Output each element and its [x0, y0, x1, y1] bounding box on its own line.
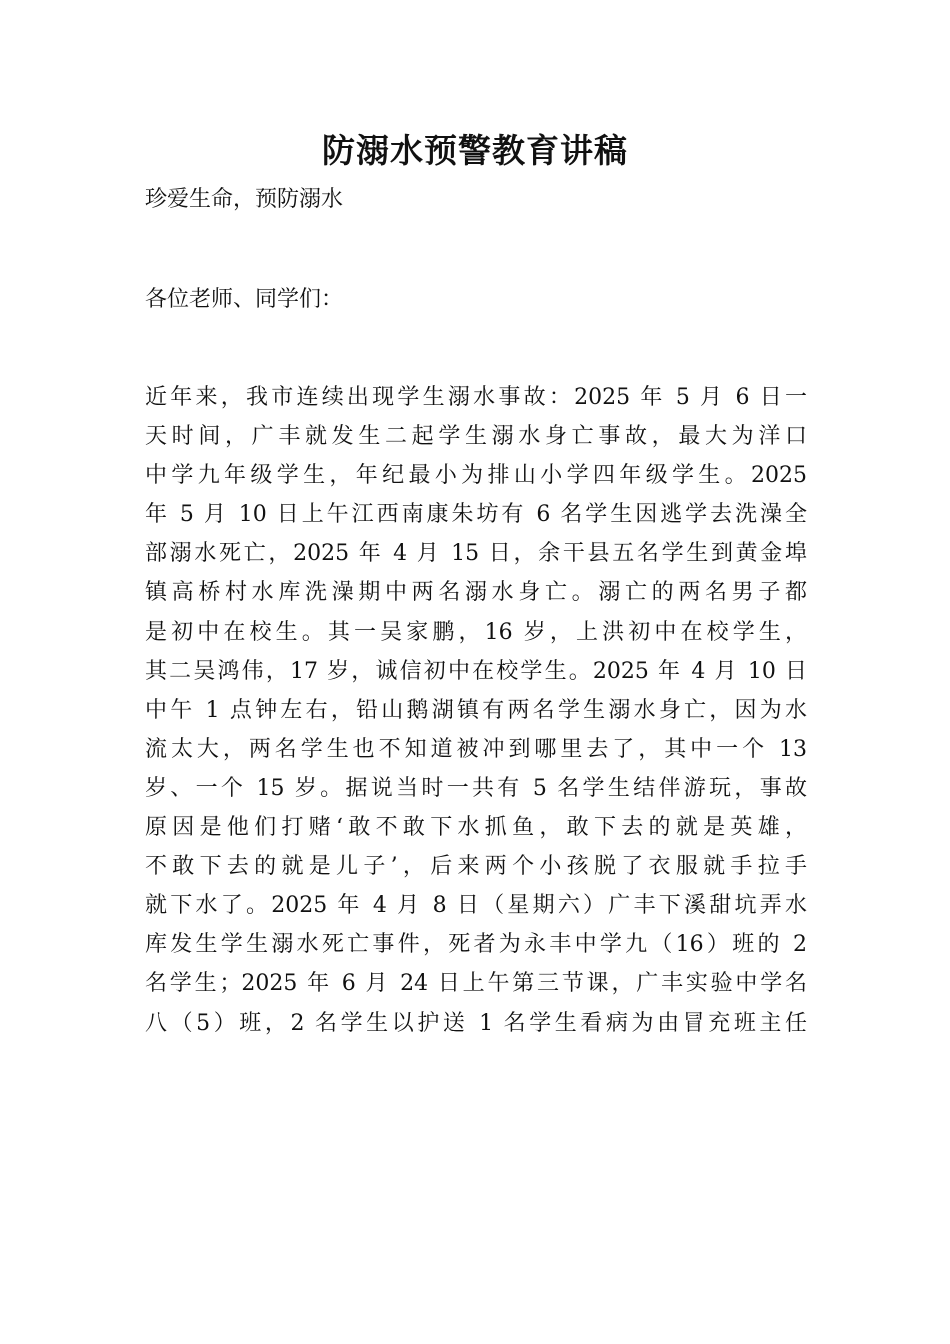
body-line: 名学生；2025 年 6 月 24 日上午第三节课，广丰实验中学名: [145, 971, 807, 997]
body-line: 天时间，广丰就发生二起学生溺水身亡事故，最大为洋口: [145, 424, 807, 450]
greeting-line: 各位老师、同学们：: [145, 287, 344, 312]
body-line: 部溺水死亡，2025 年 4 月 15 日，余干县五名学生到黄金埠: [145, 541, 807, 567]
body-paragraph: [145, 378, 807, 1043]
document-title: 防溺水预警教育讲稿: [322, 131, 628, 170]
body-line: 年 5 月 10 日上午江西南康朱坊有 6 名学生因逃学去洗澡全: [145, 502, 807, 528]
body-line: 库发生学生溺水死亡事件，死者为永丰中学九（16）班的 2: [145, 932, 807, 958]
body-line: 中午 1 点钟左右，铅山鹅湖镇有两名学生溺水身亡，因为水: [145, 697, 807, 723]
body-line: 近年来，我市连续出现学生溺水事故：2025 年 5 月 6 日一: [145, 385, 807, 410]
body-line: 就下水了。2025 年 4 月 8 日（星期六）广丰下溪甜坑弄水: [145, 893, 807, 919]
body-line: 岁、一个 15 岁。据说当时一共有 5 名学生结伴游玩，事故: [145, 775, 807, 801]
body-line: 流太大，两名学生也不知道被冲到哪里去了，其中一个 13: [145, 736, 807, 762]
document-subtitle: 珍爱生命，预防溺水: [145, 187, 344, 212]
body-line: 是初中在校生。其一吴家鹏，16 岁，上洪初中在校学生，: [145, 619, 807, 645]
body-line: 中学九年级学生，年纪最小为排山小学四年级学生。2025: [145, 463, 807, 489]
body-line: 其二吴鸿伟，17 岁，诚信初中在校学生。2025 年 4 月 10 日: [145, 658, 807, 684]
body-line: 八（5）班，2 名学生以护送 1 名学生看病为由冒充班主任: [145, 1010, 807, 1036]
body-line: 不敢下去的就是儿子’，后来两个小孩脱了衣服就手拉手: [145, 854, 807, 880]
body-line: 镇高桥村水库洗澡期中两名溺水身亡。溺亡的两名男子都: [145, 580, 807, 606]
body-line: 原因是他们打赌‘敢不敢下水抓鱼，敢下去的就是英雄，: [145, 815, 807, 841]
